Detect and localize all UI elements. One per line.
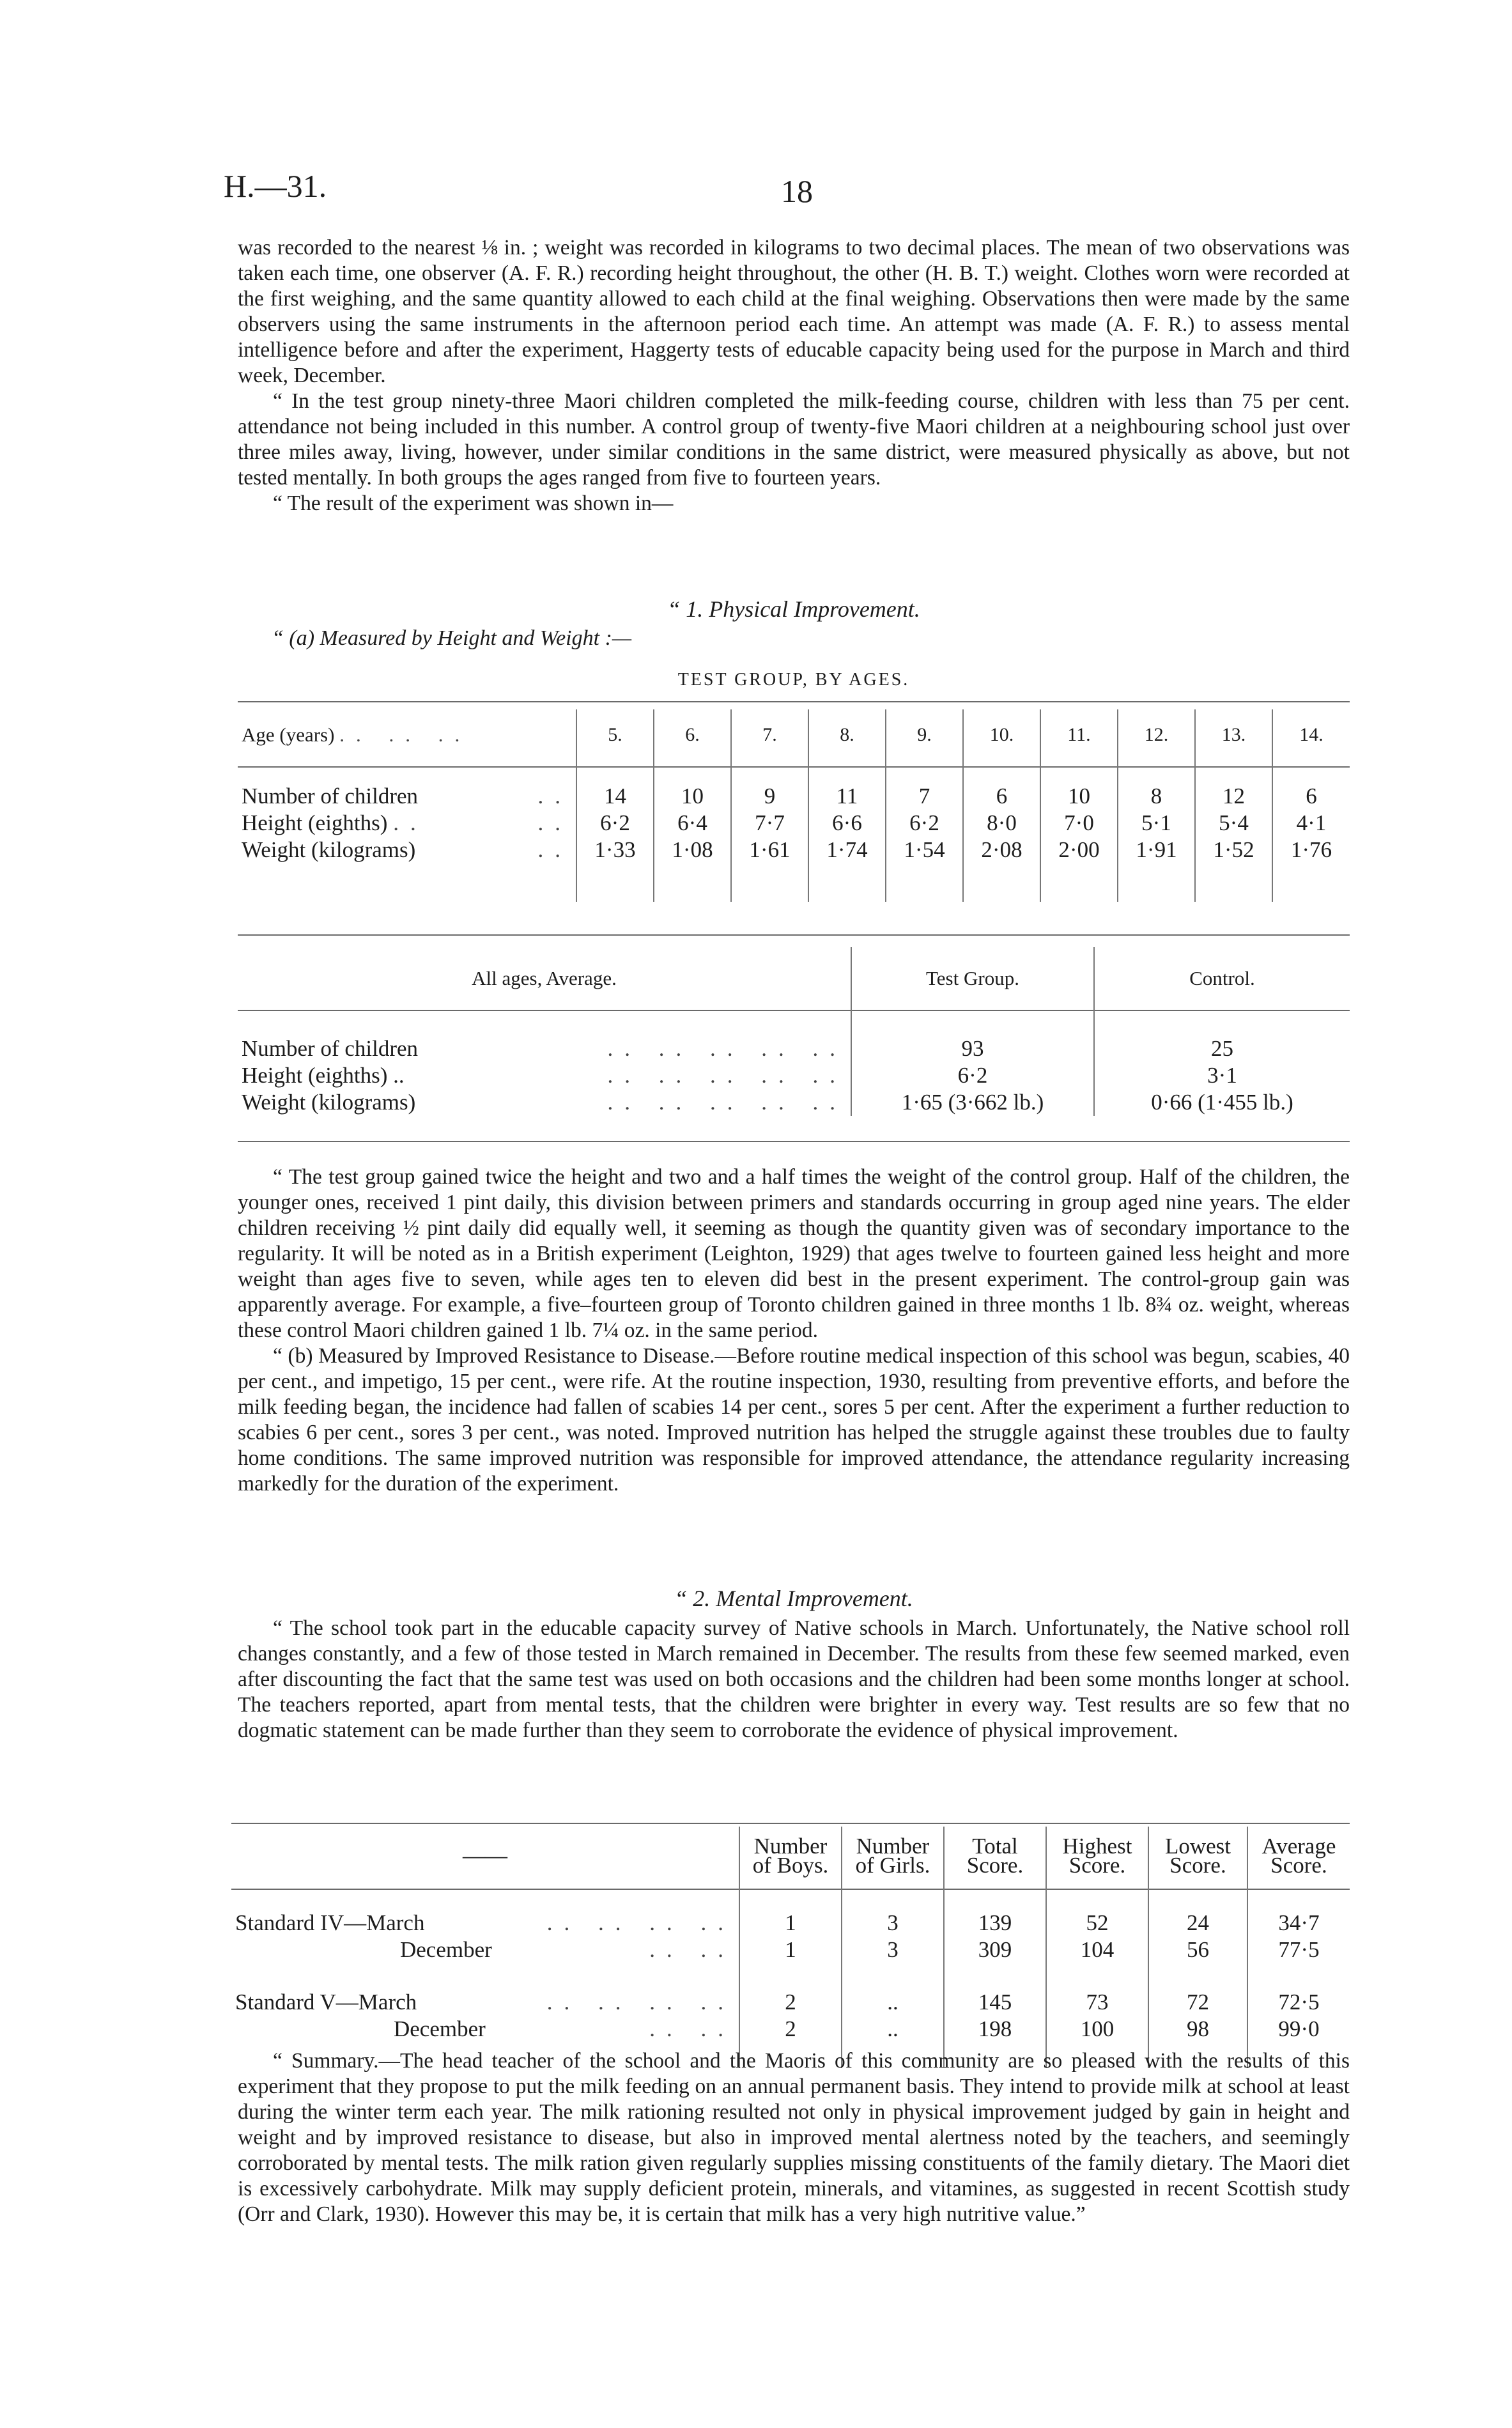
table1-age-label: Age (years) .. .. .. <box>242 723 472 746</box>
paragraph-summary: “ Summary.—The head teacher of the school and the Maoris of this community are so pleased with the results of this experiment that they propose to put the milk feeding on an annual permanent basis. They intend to provide milk at school at least during the winter term each year. The milk rationing resulted not only in physical improvement judged by gain in height and weight and by improved resistance to disease, but also in improved mental alertness noted by the teachers, and seemingly corroborated by mental tests. The milk ration given regularly supplies missing constituents of the family dietary. The Maori diet is excessively carbohydrate. Milk may supply deficient protein, minerals, and vitamines, as suggested in recent Scottish study (Orr and Clark, 1930). However this may be, it is certain that milk has a very high nutritive value.” <box>238 2049 1350 2226</box>
table3-cell: 73 <box>1046 1989 1148 2016</box>
table1-cell: 1·74 <box>808 837 886 863</box>
table1-cell: 11 <box>808 783 886 810</box>
table2-control-cell: 0·66 (1·455 lb.) <box>1094 1089 1350 1116</box>
table-row <box>238 1089 1350 1116</box>
summary-text <box>238 2048 1350 2227</box>
table1-cell: 1·61 <box>731 837 808 863</box>
table3-cell: 1 <box>739 1937 842 1963</box>
section-physical-heading: “ 1. Physical Improvement. <box>667 596 920 622</box>
table1-cell: 4·1 <box>1272 810 1350 837</box>
table1-cell: 6·6 <box>808 810 886 837</box>
table2-test-cell: 1·65 (3·662 lb.) <box>851 1089 1094 1116</box>
paragraph-result-intro: “ The result of the experiment was shown in— <box>273 491 674 515</box>
table3-cell: 56 <box>1148 1937 1247 1963</box>
table1-age-header: 10. <box>963 709 1040 761</box>
table3-cell: 2 <box>739 2016 842 2043</box>
table1-row-label: Weight (kilograms) .. <box>242 837 572 862</box>
section-mental-heading: “ 2. Mental Improvement. <box>674 1586 913 1611</box>
table3-header: Highest Score. <box>1046 1827 1148 1885</box>
table1-age-header: 9. <box>886 709 963 761</box>
table3-header-row <box>231 1827 1350 1885</box>
table3-cell: 72 <box>1148 1989 1247 2016</box>
table-test-group-by-ages <box>238 709 1350 902</box>
table3-cell: 99·0 <box>1247 2016 1350 2043</box>
table3-cell: 98 <box>1148 2016 1247 2043</box>
table1-cell: 2·00 <box>1040 837 1118 863</box>
table3-cell: 309 <box>944 1937 1046 1963</box>
table3-cell: 198 <box>944 2016 1046 2043</box>
table3-row-label: December .. .. <box>400 1937 735 1962</box>
table-row <box>238 783 1350 810</box>
table3-blank-header: —— <box>463 1843 507 1868</box>
table1-cell: 1·08 <box>654 837 731 863</box>
table1-cell: 8 <box>1118 783 1195 810</box>
table1-cell: 1·76 <box>1272 837 1350 863</box>
table1-age-row <box>238 709 1350 761</box>
table3-cell: 2 <box>739 1989 842 2016</box>
table2-row-label: Number of children .. .. .. .. .. <box>242 1036 847 1061</box>
intro-text <box>238 235 1350 516</box>
table-row <box>231 1989 1350 2016</box>
table1-age-header: 6. <box>654 709 731 761</box>
table1-cell: 6·2 <box>576 810 654 837</box>
table3-cell: 72·5 <box>1247 1989 1350 2016</box>
mental-text <box>238 1616 1350 1744</box>
table1-cell: 1·33 <box>576 837 654 863</box>
paragraph-mental: “ The school took part in the educable capacity survey of Native schools in March. Unfortunately, the Native school roll changes constantly, and a few of those tested in March remained in December. The results from these few seemed marked, even after discounting the fact that the same test was used on both occasions and the children had been some months longer at school. The teachers reported, apart from mental tests, that the children were brighter in every way. Test results are so few that no dogmatic statement can be made further than they seem to corroborate the evidence of physical improvement. <box>238 1616 1350 1742</box>
table3-cell: 52 <box>1046 1910 1148 1937</box>
report-reference: H.—31. <box>224 168 327 204</box>
table-mental-scores <box>231 1827 1350 2068</box>
subsection-height-weight-heading: “ (a) Measured by Height and Weight :— <box>272 626 632 650</box>
table-row <box>238 1062 1350 1089</box>
table-row <box>238 810 1350 837</box>
table-row <box>231 1910 1350 1937</box>
table1-cell: 6·2 <box>886 810 963 837</box>
table1-age-header: 11. <box>1040 709 1118 761</box>
paragraph-gains: “ The test group gained twice the height and two and a half times the weight of the control group. Half of the children, the younger ones, received 1 pint daily, this division between primers and standards occurring in group aged nine years. The elder children receiving ½ pint daily did equally well, it seeming as though the quantity given was of secondary importance to the regularity. It will be noted as in a British experiment (Leighton, 1929) that ages twelve to fourteen gained less height and more weight than ages five to seven, while ages ten to eleven did best in the present experiment. The control-group gain was apparently average. For example, a five–fourteen group of Toronto children gained in three months 1 lb. 8¾ oz. weight, whereas these control Maori children gained 1 lb. 7¼ oz. in the same period. <box>238 1165 1350 1342</box>
table2-control-cell: 3·1 <box>1094 1062 1350 1089</box>
table1-row-label: Height (eighths) .. .. <box>242 810 572 835</box>
paragraph-groups: “ In the test group ninety-three Maori children completed the milk-feeding course, children with less than 75 per cent. attendance not being included in this number. A control group of twenty-five Maori children at a neighbouring school just over three miles away, living, however, under similar conditions in the same district, were measured physically as above, but not tested mentally. In both groups the ages ranged from five to fourteen years. <box>238 389 1350 490</box>
table1-cell: 6·4 <box>654 810 731 837</box>
table3-cell: 1 <box>739 1910 842 1937</box>
table3-cell: 24 <box>1148 1910 1247 1937</box>
table2-header: Test Group. <box>851 947 1094 1010</box>
table1-age-header: 13. <box>1195 709 1272 761</box>
discussion-text <box>238 1164 1350 1497</box>
table-row <box>231 1937 1350 1963</box>
table-all-ages-average <box>238 947 1350 1116</box>
table1-cell: 1·54 <box>886 837 963 863</box>
table1-cell: 10 <box>1040 783 1118 810</box>
table1-cell: 7·7 <box>731 810 808 837</box>
table2-test-cell: 93 <box>851 1035 1094 1062</box>
table2-header-row <box>238 947 1350 1010</box>
table2-control-cell: 25 <box>1094 1035 1350 1062</box>
table1-cell: 2·08 <box>963 837 1040 863</box>
table2-header: Control. <box>1094 947 1350 1010</box>
table1-age-header: 14. <box>1272 709 1350 761</box>
table2-test-cell: 6·2 <box>851 1062 1094 1089</box>
table3-row-label: Standard IV—March .. .. .. .. <box>235 1910 735 1935</box>
paragraph-method: was recorded to the nearest ⅛ in. ; weight was recorded in kilograms to two decimal places. The mean of two observations was taken each time, one observer (A. F. R.) recording height throughout, the other (H. B. T.) weight. Clothes worn were recorded at the first weighing, and the same quantity allowed to each child at the final weighing. Observations then were made by the same observers using the same instruments in the afternoon period each time. An attempt was made (A. F. R.) to assess mental intelligence before and after the experiment, Haggerty tests of educable capacity being used for the purpose in March and third week, December. <box>238 236 1350 387</box>
table-row <box>231 2016 1350 2043</box>
table3-row-label: December .. .. <box>394 2016 735 2041</box>
table1-caption: TEST GROUP, BY AGES. <box>677 670 910 690</box>
table1-cell: 8·0 <box>963 810 1040 837</box>
table3-cell: 100 <box>1046 2016 1148 2043</box>
table3-header: Number of Girls. <box>842 1827 944 1885</box>
table3-cell: .. <box>842 1989 944 2016</box>
table1-age-header: 12. <box>1118 709 1195 761</box>
table1-cell: 7·0 <box>1040 810 1118 837</box>
table3-cell: 3 <box>842 1937 944 1963</box>
table1-age-header: 8. <box>808 709 886 761</box>
table1-cell: 6 <box>1272 783 1350 810</box>
table3-cell: .. <box>842 2016 944 2043</box>
table3-header: Lowest Score. <box>1148 1827 1247 1885</box>
table3-cell: 139 <box>944 1910 1046 1937</box>
table3-header: Total Score. <box>944 1827 1046 1885</box>
page-number: 18 <box>781 173 813 209</box>
table3-header: Average Score. <box>1247 1827 1350 1885</box>
table3-cell: 77·5 <box>1247 1937 1350 1963</box>
table2-row-label: Height (eighths) .. .. .. .. .. .. <box>242 1063 847 1088</box>
table3-cell: 3 <box>842 1910 944 1937</box>
table1-cell: 5·4 <box>1195 810 1272 837</box>
table1-cell: 7 <box>886 783 963 810</box>
table-row <box>238 837 1350 863</box>
table3-cell: 104 <box>1046 1937 1148 1963</box>
table1-cell: 10 <box>654 783 731 810</box>
table3-header: Number of Boys. <box>739 1827 842 1885</box>
table1-age-header: 5. <box>576 709 654 761</box>
table1-cell: 1·52 <box>1195 837 1272 863</box>
paragraph-disease-resistance: “ (b) Measured by Improved Resistance to Disease.—Before routine medical inspection of this school was begun, scabies, 40 per cent., and impetigo, 15 per cent., were rife. At the routine inspection, 1930, resulting from preventive efforts, and before the milk feeding began, the incidence had fallen of scabies 14 per cent., sores 5 per cent. After the experiment a further reduction to scabies 6 per cent., sores 3 per cent., was noted. Improved nutrition has helped the struggle against these troubles due to faulty home conditions. The same improved nutrition was responsible for improved attendance, the attendance regularity increasing markedly for the duration of the experiment. <box>238 1344 1350 1496</box>
table1-row-label: Number of children .. <box>242 784 572 808</box>
table1-cell: 12 <box>1195 783 1272 810</box>
table3-cell: 145 <box>944 1989 1046 2016</box>
table1-cell: 14 <box>576 783 654 810</box>
table2-row-label: Weight (kilograms) .. .. .. .. .. <box>242 1090 847 1115</box>
table1-cell: 5·1 <box>1118 810 1195 837</box>
table1-cell: 9 <box>731 783 808 810</box>
table1-cell: 1·91 <box>1118 837 1195 863</box>
table3-row-label: Standard V—March .. .. .. .. <box>235 1990 735 2014</box>
table-row <box>238 1035 1350 1062</box>
table1-cell: 6 <box>963 783 1040 810</box>
table2-header: All ages, Average. <box>472 967 617 989</box>
table3-cell: 34·7 <box>1247 1910 1350 1937</box>
table1-age-header: 7. <box>731 709 808 761</box>
